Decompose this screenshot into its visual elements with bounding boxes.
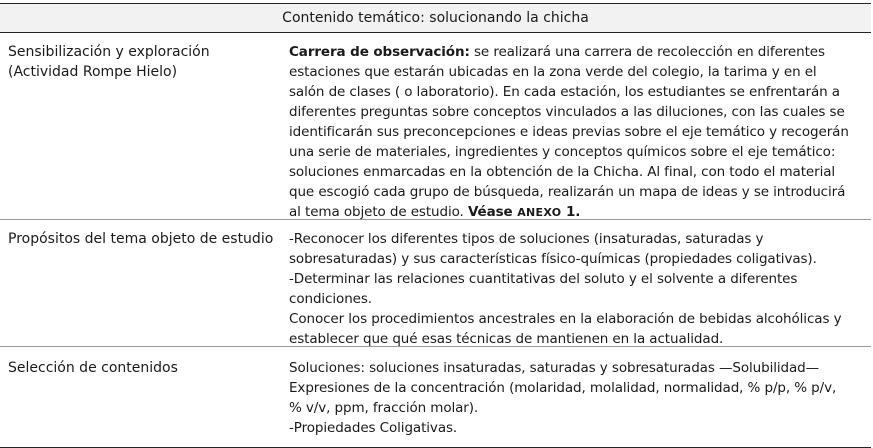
text-line: soluciones enmarcadas en la obtención de la Chicha. Al final, con todo el material	[289, 164, 836, 180]
text-line: identificarán sus preconcepciones e ideas previas sobre el eje temático y recogerán	[289, 124, 849, 140]
row-description	[289, 229, 864, 346]
text-line: salón de clases ( o laboratorio). En cada estación, los estudiantes se enfrentarán a	[289, 84, 840, 100]
text-line: que escogió cada grupo de búsqueda, realizarán un mapa de ideas y se introducirá	[289, 184, 846, 200]
text-line: estaciones que estarán ubicadas en la zona verde del colegio, la tarima y en el	[289, 64, 817, 80]
text-line: Expresiones de la concentración (molaridad, molalidad, normalidad, % p/p, % p/v,	[289, 380, 837, 396]
text-line: sobresaturadas) y sus características físico-químicas (propiedades coligativas).	[289, 251, 817, 267]
text-line: -Reconocer los diferentes tipos de soluciones (insaturadas, saturadas y	[289, 231, 764, 247]
row-description	[289, 42, 864, 219]
annex-reference	[468, 204, 580, 220]
row-description	[289, 358, 864, 447]
row-label-line: Sensibilización y exploración	[8, 44, 210, 60]
text-line: una serie de materiales, ingredientes y conceptos químicos sobre el eje temático:	[289, 144, 836, 160]
text-fragment: al tema objeto de estudio.	[289, 204, 468, 220]
content-table	[0, 3, 871, 448]
text-line: % v/v, ppm, fracción molar).	[289, 400, 479, 416]
annex-number: 1.	[566, 204, 581, 220]
row-label	[0, 42, 289, 219]
text-line: -Determinar las relaciones cuantitativas del soluto y el solvente a diferentes	[289, 271, 798, 287]
row-label: Selección de contenidos	[8, 360, 178, 376]
table-header: Contenido temático: solucionando la chicha	[0, 3, 871, 33]
text-line: -Propiedades Coligativas.	[289, 420, 458, 436]
text-line: establecer que qué esas técnicas de mantienen en la actualidad.	[289, 331, 724, 347]
text-line: diferentes preguntas sobre conceptos vinculados a las diluciones, con las cuales se	[289, 104, 845, 120]
row-label-line: (Actividad Rompe Hielo)	[8, 64, 178, 80]
text-line	[289, 42, 864, 62]
table-row-purposes	[0, 220, 871, 347]
annex-word: ANEXO	[517, 206, 562, 219]
text-line: Soluciones: soluciones insaturadas, saturadas y sobresaturadas —Solubilidad—	[289, 360, 820, 376]
table-row-contents	[0, 347, 871, 448]
table-row-sensitization	[0, 33, 871, 220]
row-label: Propósitos del tema objeto de estudio	[8, 231, 274, 247]
text-line: Conocer los procedimientos ancestrales en la elaboración de bebidas alcohólicas y	[289, 311, 842, 327]
text-line: condiciones.	[289, 291, 372, 307]
activity-title: Carrera de observación:	[289, 44, 470, 60]
text-fragment: se realizará una carrera de recolección en diferentes	[469, 44, 825, 60]
see-word: Véase	[467, 204, 513, 220]
